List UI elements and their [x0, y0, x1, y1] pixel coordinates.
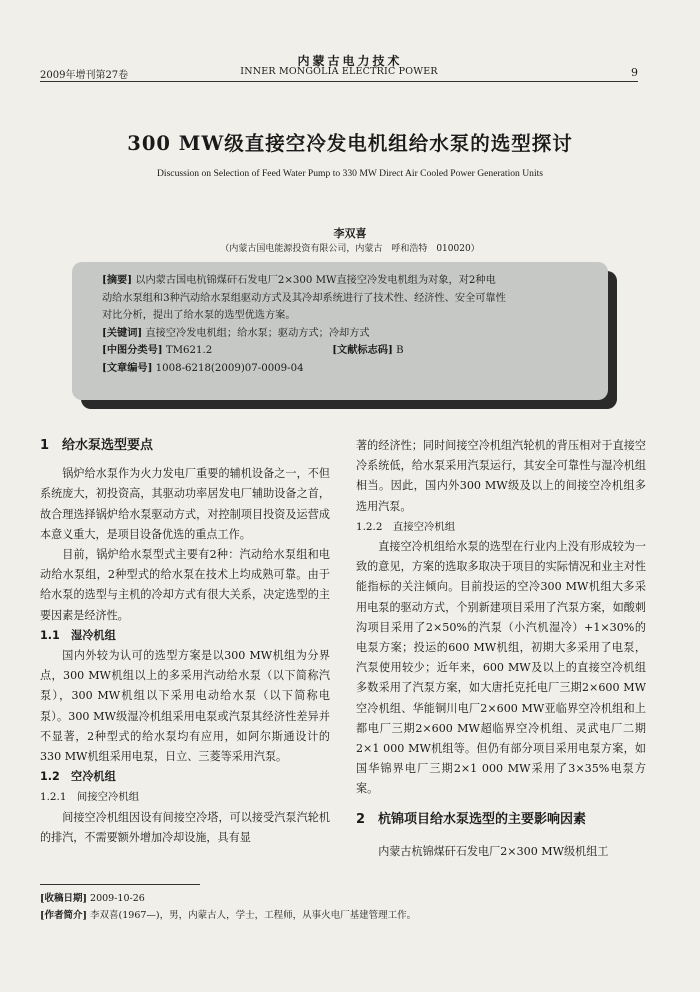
received-label: [收稿日期]: [40, 893, 87, 904]
abstract-line-2: 动给水泵组和3种汽动给水泵组驱动方式及其冷却系统进行了技术性、经济性、安全可靠性: [102, 292, 506, 304]
bio-label: [作者简介]: [40, 910, 87, 921]
article-number-value: 1008-6218(2009)07-0009-04: [155, 362, 304, 374]
abstract-line-3: 对比分析，提出了给水泵的选型优选方案。: [102, 310, 296, 321]
received-value: 2009-10-26: [90, 893, 145, 904]
paragraph: 著的经济性；同时间接空冷机组汽轮机的背压相对于直接空冷系统低，给水泵采用汽泵运行，其安全可靠性与湿冷机组相当。因此，国内外300 MW级及以上的间接空冷机组多选用汽泵。: [356, 439, 646, 513]
abstract-line-1: [102, 272, 588, 290]
section-1-1-heading: 1.1 湿冷机组: [40, 628, 116, 642]
section-2-heading: 2 杭锦项目给水泵选型的主要影响因素: [356, 811, 587, 827]
bio-text: 李双喜(1967—)，男，内蒙古人，学士，工程师，从事火电厂基建管理工作。: [90, 910, 417, 921]
classification-code: TM621.2: [165, 345, 213, 356]
document-code: B: [396, 345, 404, 356]
paragraph: 锅炉给水泵作为火力发电厂重要的辅机设备之一，不但系统庞大，初投资高，其驱动功率居发电厂辅助设备之首，故合理选择锅炉给水泵驱动方式，对控制项目投资及运营成本意义重大，是项目设备优选的重点工作。: [40, 467, 330, 541]
journal-name-cn: 内蒙古电力技术: [297, 54, 403, 68]
header-rule: [40, 81, 638, 82]
author-affiliation: （内蒙古国电能源投资有限公司，内蒙古 呼和浩特 010020）: [220, 244, 480, 254]
document-code-label: [文献标志码]: [332, 344, 393, 356]
section-1-heading: 1 给水泵选型要点: [40, 438, 154, 453]
paper-title: 300 MW级直接空冷发电机组给水泵的选型探讨: [127, 132, 573, 155]
paragraph: 国内外较为认可的选型方案是以300 MW机组为分界点，300 MW机组以上的多采用汽动给水泵（以下简称汽泵），300 MW机组以下采用电动给水泵（以下简称电泵）。300 MW级湿冷机组采用电泵或汽泵其经济性差异并不显著，2种型式的给水泵均有应用，如阿尔斯通设计的330 MW机组采用电泵，日立、三菱等采用汽泵。: [40, 649, 330, 764]
paper-title-en: Discussion on Selection of Feed Water Pump to 330 MW Direct Air Cooled Power Generation Units: [156, 168, 544, 179]
classification: [102, 342, 588, 360]
author-name: 李双喜: [333, 227, 367, 240]
paragraph: 直接空冷机组给水泵的选型在行业内上没有形成较为一致的意见，方案的选取多取决于项目的实际情况和业主对性能指标的关注倾向。目前投运的空冷300 MW机组大多采用电泵的驱动方式，个别新建项目采用了汽泵方案，如酸刺沟项目采用了2×50%的汽泵（小汽机湿冷）+1×30%的电泵方案；投运的600 MW机组，初期大多采用了电泵，汽泵使用较少；近年来，600 MW及以上的直接空冷机组多数采用了汽泵方案，如大唐托克托电厂三期2×600 MW空冷机组、华能铜川电厂2×600 MW亚临界空冷机组和上都电厂三期2×600 MW超临界空冷机组、灵武电厂二期2×1 000 MW机组等。但仍有部分项目采用电泵方案，如国华锦界电厂三期2×1 000 MW采用了3×35%电泵方案。: [356, 540, 646, 796]
author-bio: [40, 907, 416, 921]
left-column: [40, 436, 330, 848]
running-header: [40, 66, 638, 82]
journal-name-en: INNER MONGOLIA ELECTRIC POWER: [240, 66, 438, 77]
right-column: [356, 436, 646, 862]
abstract-text-1: 以内蒙古国电杭锦煤矸石发电厂2×300 MW直接空冷发电机组为对象，对2种电: [135, 275, 496, 286]
page-number: 9: [631, 66, 638, 79]
paragraph: 间接空冷机组因设有间接空冷塔，可以接受汽泵汽轮机的排汽，不需要额外增加冷却设施，具有显: [40, 810, 330, 844]
abstract-label: [摘要]: [102, 274, 133, 286]
keywords: [102, 325, 588, 343]
issue-info: 2009年增刊第27卷: [40, 70, 129, 81]
paragraph: 内蒙古杭锦煤矸石发电厂2×300 MW级机组工: [378, 844, 609, 858]
keywords-text: 直接空冷发电机组；给水泵；驱动方式；冷却方式: [145, 327, 370, 339]
footnote-rule: [40, 884, 200, 885]
paragraph: 目前，锅炉给水泵型式主要有2种：汽动给水泵组和电动给水泵组，2种型式的给水泵在技术上均成熟可靠。由于给水泵的选型与主机的冷却方式有很大关系，决定选型的主要因素是经济性。: [40, 548, 330, 622]
article-number-label: [文章编号]: [102, 361, 153, 374]
keywords-label: [关键词]: [102, 326, 143, 339]
abstract-box: [72, 262, 608, 400]
section-1-2-2-heading: 1.2.2 直接空冷机组: [356, 520, 456, 533]
classification-label: [中图分类号]: [102, 344, 163, 356]
section-1-2-heading: 1.2 空冷机组: [40, 770, 116, 784]
received-date: [40, 890, 145, 904]
article-number: [102, 360, 588, 378]
section-1-2-1-heading: 1.2.1 间接空冷机组: [40, 791, 140, 804]
